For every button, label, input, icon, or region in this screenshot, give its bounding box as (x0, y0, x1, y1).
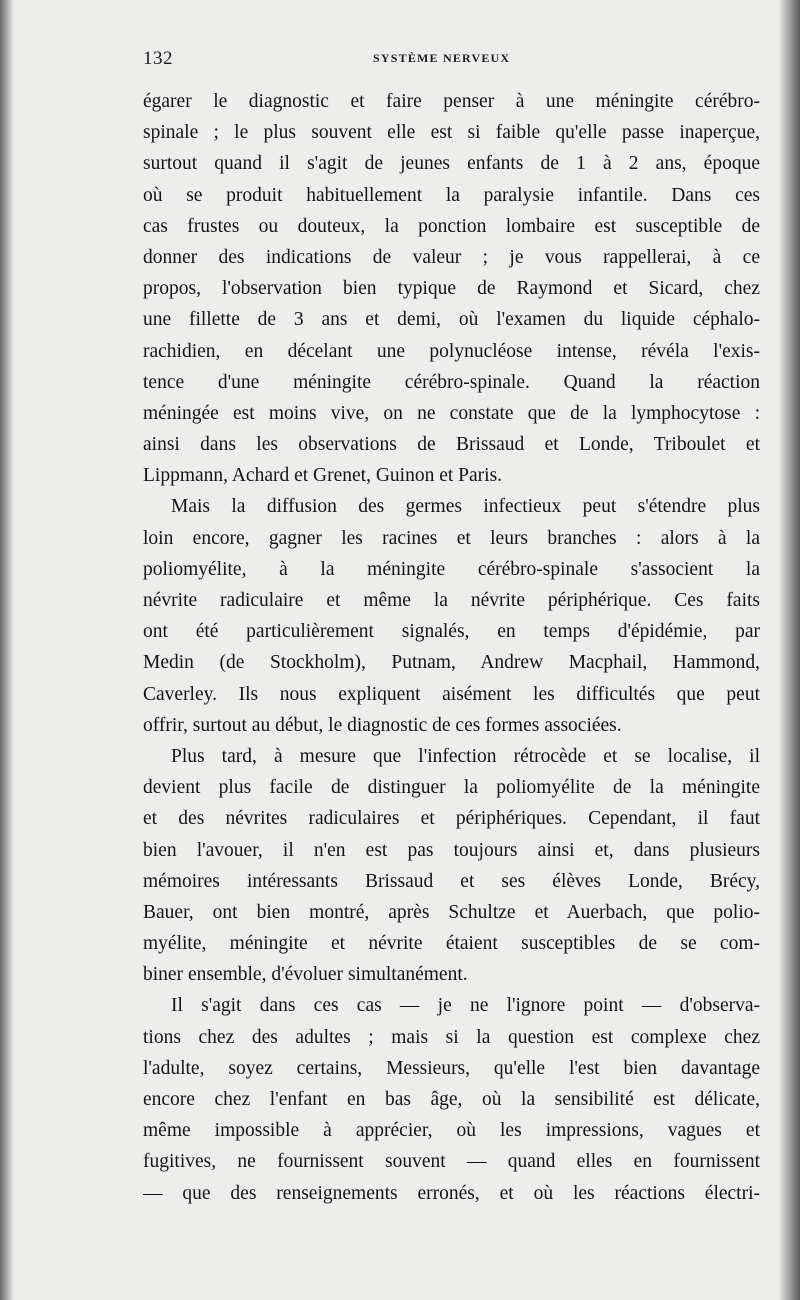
text-line: donner des indications de valeur ; je vous rappellerai, à ce (143, 246, 760, 268)
text-line: Il s'agit dans ces cas — je ne l'ignore point — d'observa- (171, 995, 760, 1017)
page-number: 132 (143, 48, 173, 69)
text-line: devient plus facile de distinguer la poliomyélite de la méningite (143, 777, 760, 799)
scan-edge-right (778, 0, 800, 1300)
text-line: loin encore, gagner les racines et leurs branches : alors à la (143, 527, 760, 549)
text-line: Medin (de Stockholm), Putnam, Andrew Macphail, Hammond, (143, 652, 760, 674)
text-line: offrir, surtout au début, le diagnostic de ces formes associées. (143, 714, 622, 736)
text-line: Plus tard, à mesure que l'infection rétrocède et se localise, il (171, 745, 760, 767)
text-line: myélite, méningite et névrite étaient susceptibles de se com- (143, 933, 760, 955)
text-line: même impossible à apprécier, où les impressions, vagues et (143, 1120, 760, 1142)
text-line: ont été particulièrement signalés, en temps d'épidémie, par (143, 621, 760, 643)
running-head: SYSTÈME NERVEUX (373, 51, 511, 65)
text-line: méningée est moins vive, on ne constate que de la lymphocytose : (143, 402, 760, 424)
text-line: égarer le diagnostic et faire penser à une méningite cérébro- (143, 91, 760, 112)
text-line: fugitives, ne fournissent souvent — quand elles en fournissent (143, 1151, 760, 1173)
text-line: tions chez des adultes ; mais si la question est complexe chez (143, 1026, 760, 1048)
text-line: cas frustes ou douteux, la ponction lombaire est susceptible de (143, 215, 760, 237)
text-line: poliomyélite, à la méningite cérébro-spinale s'associent la (143, 558, 760, 580)
text-line: encore chez l'enfant en bas âge, où la sensibilité est délicate, (143, 1089, 760, 1110)
text-line: rachidien, en décelant une polynucléose intense, révéla l'exis- (143, 340, 760, 362)
text-line: Bauer, ont bien montré, après Schultze et Auerbach, que polio- (143, 901, 760, 923)
body-text (143, 86, 760, 1209)
text-line: propos, l'observation bien typique de Raymond et Sicard, chez (143, 278, 760, 300)
text-line: ainsi dans les observations de Brissaud et Londe, Triboulet et (143, 434, 760, 456)
text-line: — que des renseignements erronés, et où les réactions électri- (143, 1182, 760, 1204)
text-line: spinale ; le plus souvent elle est si faible qu'elle passe inaperçue, (143, 122, 760, 144)
text-line: Mais la diffusion des germes infectieux peut s'étendre plus (171, 496, 760, 518)
text-line: Caverley. Ils nous expliquent aisément les difficultés que peut (143, 683, 760, 705)
text-line: Lippmann, Achard et Grenet, Guinon et Paris. (143, 465, 503, 487)
page-header (143, 48, 753, 74)
text-line: surtout quand il s'agit de jeunes enfants de 1 à 2 ans, époque (143, 153, 760, 175)
text-line: et des névrites radiculaires et périphériques. Cependant, il faut (143, 808, 760, 830)
scan-edge-left (0, 0, 14, 1300)
text-line: mémoires intéressants Brissaud et ses élèves Londe, Brécy, (143, 870, 760, 892)
text-line: tence d'une méningite cérébro-spinale. Quand la réaction (143, 371, 760, 393)
text-line: névrite radiculaire et même la névrite périphérique. Ces faits (143, 590, 760, 611)
text-line: bien l'avouer, il n'en est pas toujours ainsi et, dans plusieurs (143, 839, 760, 861)
text-line: une fillette de 3 ans et demi, où l'examen du liquide céphalo- (143, 309, 760, 331)
text-line: l'adulte, soyez certains, Messieurs, qu'elle l'est bien davantage (143, 1057, 760, 1079)
text-line: biner ensemble, d'évoluer simultanément. (143, 964, 468, 986)
text-line: où se produit habituellement la paralysie infantile. Dans ces (143, 184, 760, 206)
